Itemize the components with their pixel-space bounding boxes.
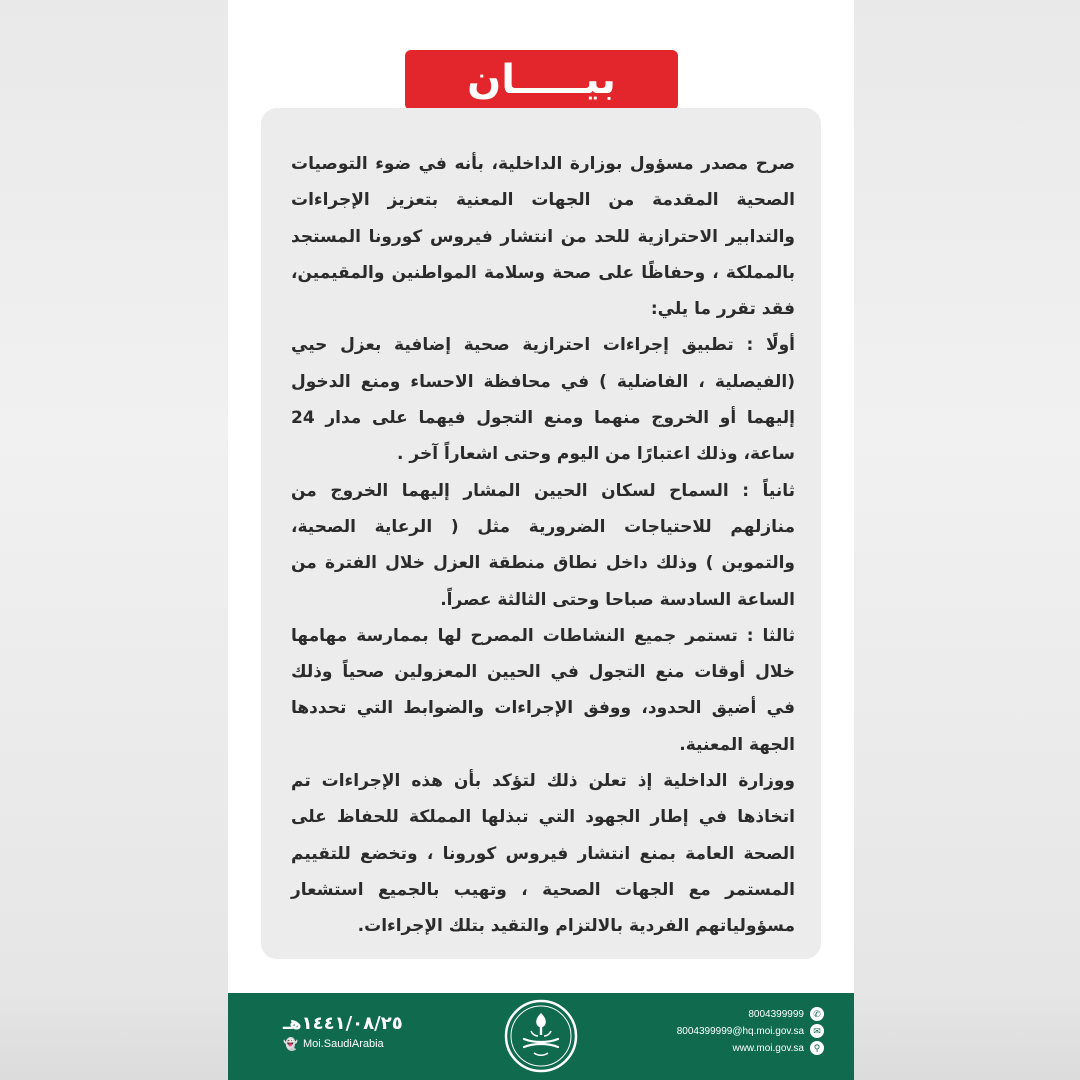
globe-icon: ⚲ — [810, 1041, 824, 1055]
statement-panel — [261, 108, 821, 959]
title-banner — [405, 50, 678, 110]
contact-website[interactable] — [732, 1041, 824, 1055]
background-right — [854, 0, 1080, 1080]
email-address: 8004399999@hq.moi.gov.sa — [676, 1025, 804, 1037]
website-url: www.moi.gov.sa — [732, 1042, 804, 1054]
saudi-emblem-icon — [504, 999, 578, 1073]
hijri-date: ١٤٤١/٠٨/٢٥هـ — [283, 1013, 403, 1034]
statement-text — [291, 146, 795, 945]
date-block — [283, 1013, 403, 1050]
statement-item-second: ثانياً : السماح لسكان الحيين المشار إليهما الخروج من منازلهم للاحتياجات الضرورية مثل ( الرعاية الصحية، والتموين ) وذلك داخل نطاق منطقة العزل خلال الفترة من الساعة السادسة صباحا وحتى الثالثة عصراً. — [291, 480, 795, 610]
statement-closing: ووزارة الداخلية إذ تعلن ذلك لتؤكد بأن هذه الإجراءات تم اتخاذها في إطار الجهود التي تبذلها المملكة للحفاظ على الصحة العامة بمنع انتشار فيروس كورونا ، وتخضع للتقييم المستمر مع الجهات الصحية ، وتهيب بالجميع استشعار مسؤولياتهم الفردية بالالتزام والتقيد بتلك الإجراءات. — [291, 771, 795, 937]
email-icon: ✉ — [810, 1024, 824, 1038]
statement-intro: صرح مصدر مسؤول بوزارة الداخلية، بأنه في ضوء التوصيات الصحية المقدمة من الجهات المعنية بتعزيز الإجراءات والتدابير الاحترازية للحد من انتشار فيروس كورونا المستجد بالمملكة ، وحفاظًا على صحة وسلامة المواطنين والمقيمين، فقد تقرر ما يلي: — [291, 154, 795, 320]
social-account[interactable] — [283, 1038, 403, 1050]
phone-icon: ✆ — [810, 1007, 824, 1021]
title-text: بيـــــان — [467, 57, 616, 103]
contact-phone[interactable] — [748, 1007, 824, 1021]
social-handle: Moi.SaudiArabia — [302, 1038, 384, 1050]
footer-bar — [228, 993, 854, 1080]
contact-email[interactable] — [677, 1024, 824, 1038]
contact-list — [677, 1007, 824, 1055]
background-left — [0, 0, 228, 1080]
phone-number: 8004399999 — [748, 1008, 804, 1020]
snapchat-icon: 👻 — [283, 1037, 298, 1051]
statement-item-first: أولًا : تطبيق إجراءات احترازية صحية إضافية بعزل حيي (الفيصلية ، الفاضلية ) في محافظة الاحساء ومنع الدخول إليهما أو الخروج منهما ومنع التجول فيهما على مدار 24 ساعة، وذلك اعتبارًا من اليوم وحتى اشعاراً آخر . — [291, 335, 795, 465]
statement-card — [228, 0, 854, 1080]
statement-item-third: ثالثا : تستمر جميع النشاطات المصرح لها بممارسة مهامها خلال أوقات منع التجول في الحيين المعزولين صحياً وذلك في أضيق الحدود، ووفق الإجراءات والضوابط التي تحددها الجهة المعنية. — [291, 625, 795, 755]
